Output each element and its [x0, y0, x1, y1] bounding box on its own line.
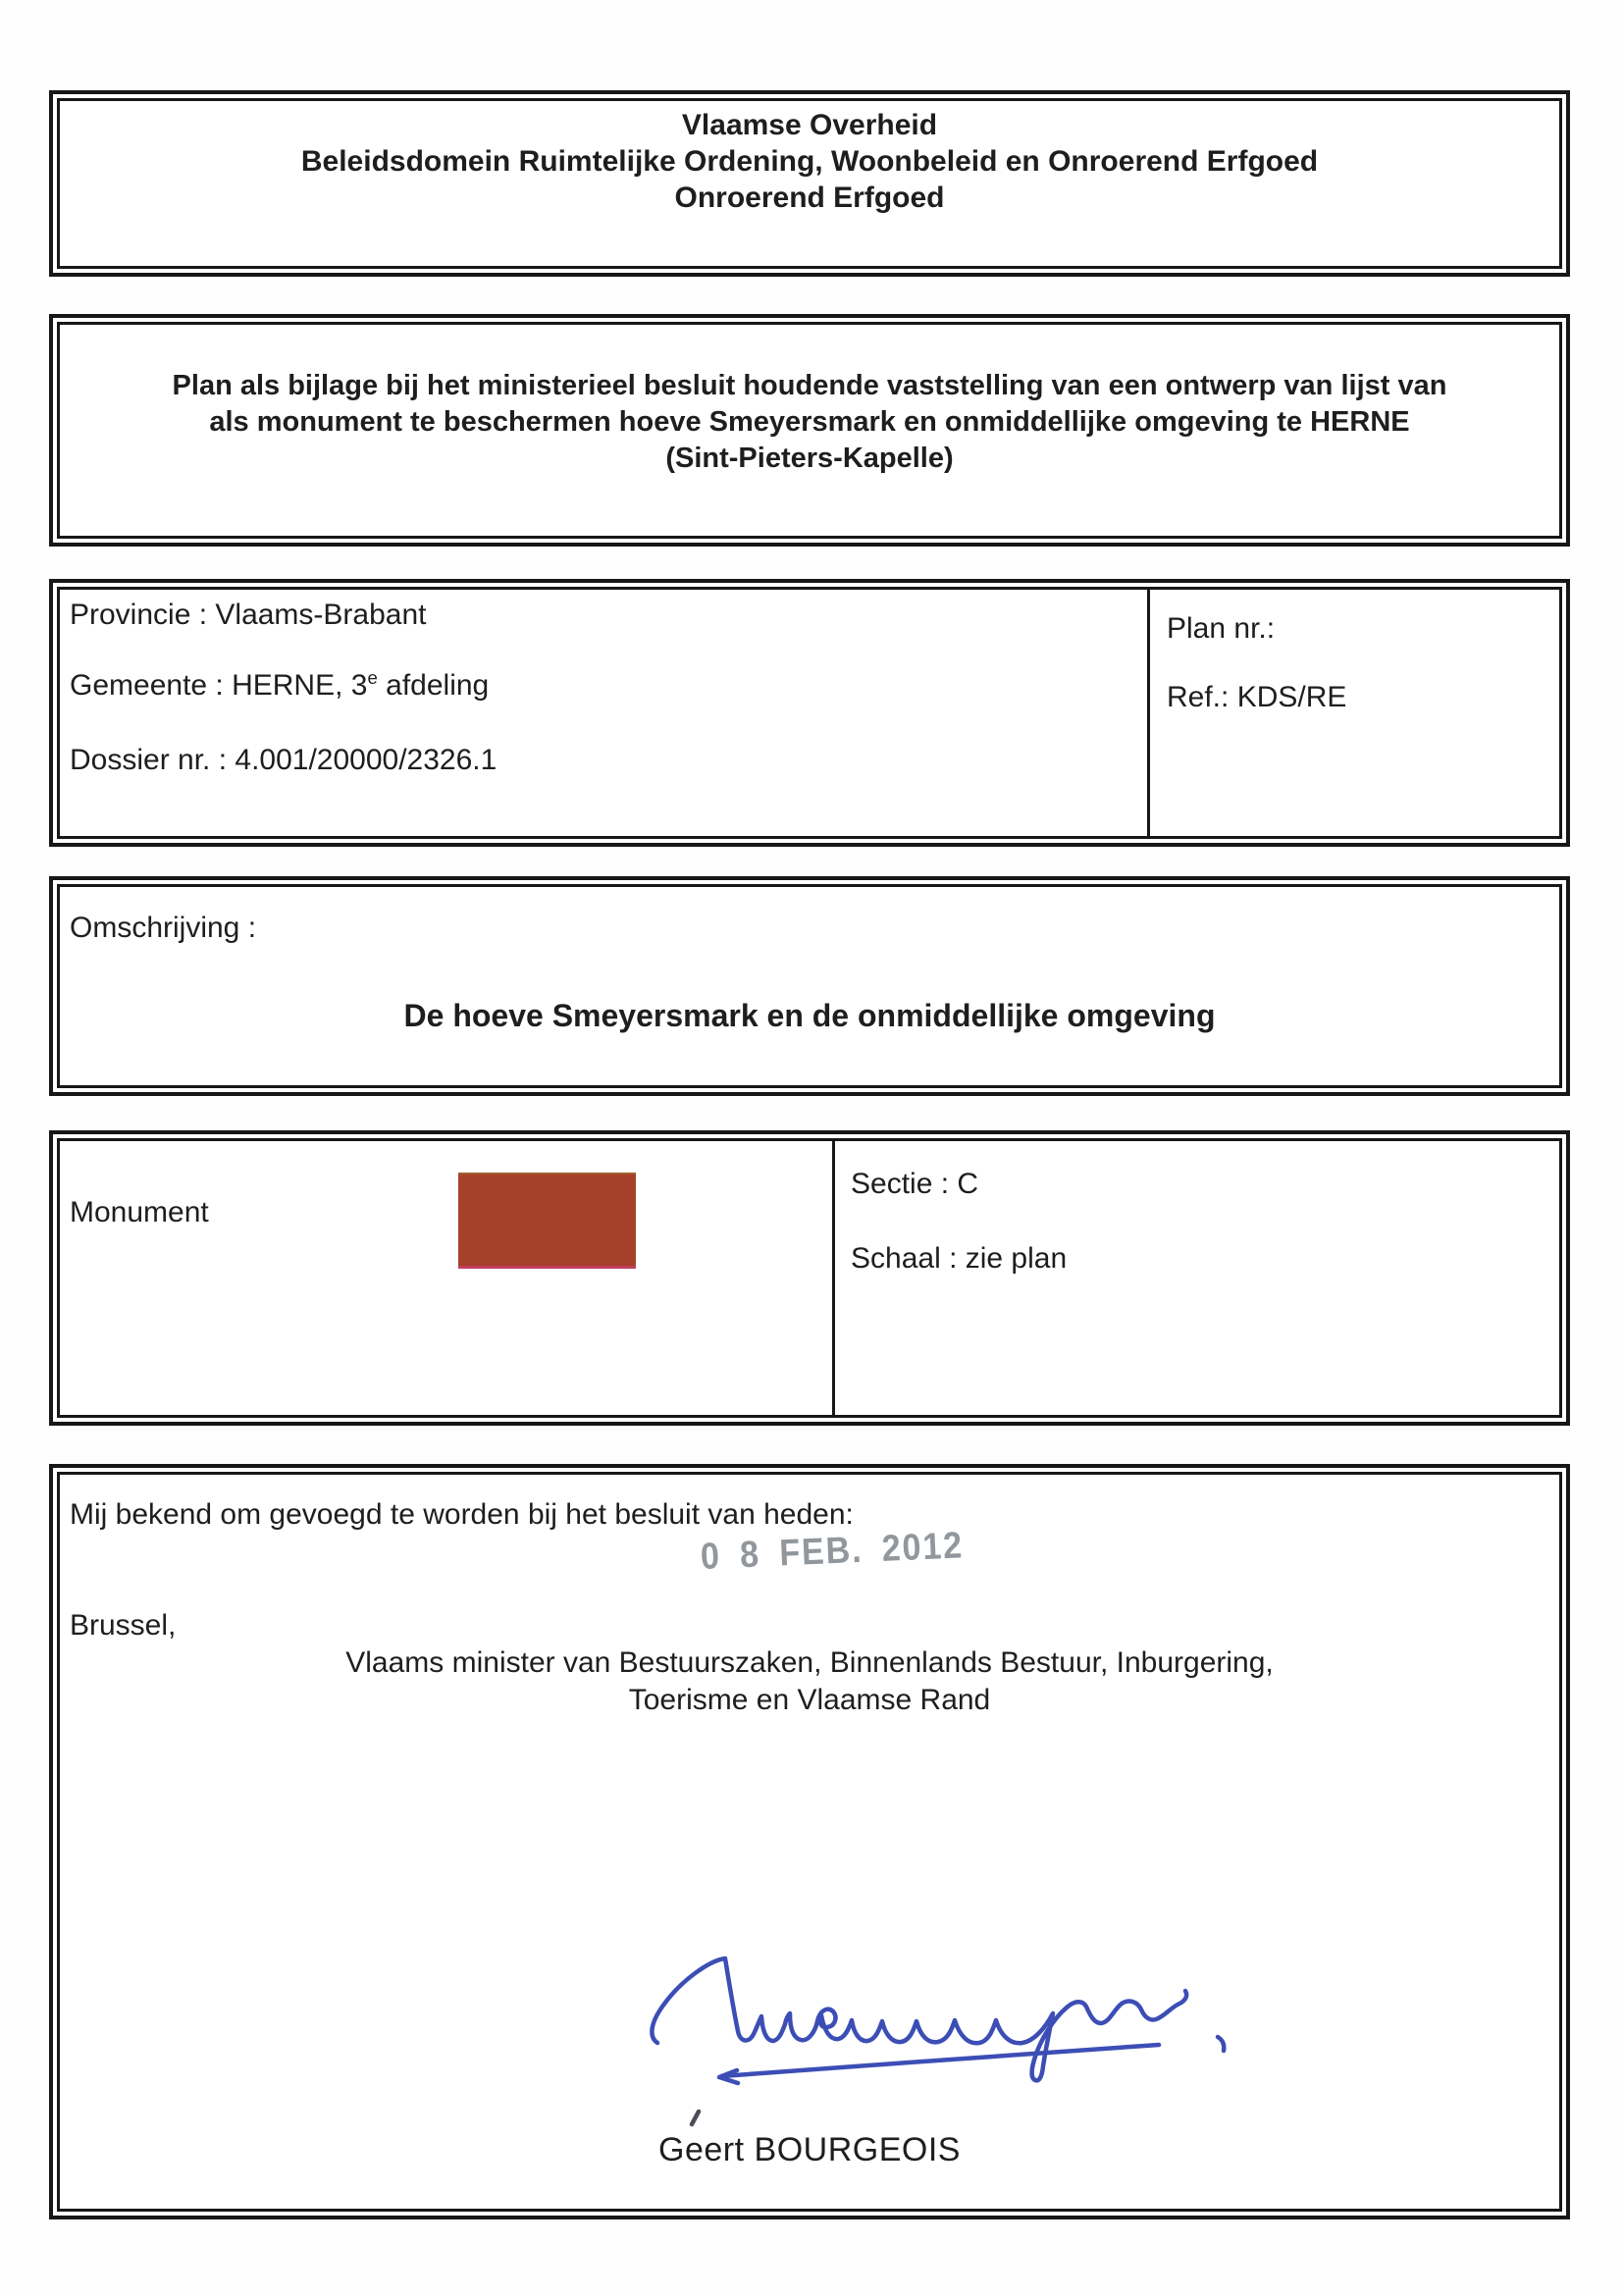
policy-domain: Beleidsdomein Ruimtelijke Ordening, Woonbeleid en Onroerend Erfgoed: [300, 145, 1319, 178]
title-box-inner: [57, 322, 1562, 539]
title-box: [49, 314, 1570, 547]
reference-field: Ref.: KDS/RE: [1167, 681, 1347, 713]
details-box: [49, 579, 1570, 847]
header-box: [49, 90, 1570, 277]
legend-label: Monument: [70, 1196, 209, 1228]
place-text: Brussel,: [70, 1609, 177, 1642]
signatory-name: Geert BOURGEOIS: [658, 2131, 961, 2168]
header-box-inner: [57, 98, 1562, 269]
signature-underline: [721, 2045, 1159, 2076]
province-field: Provincie : Vlaams-Brabant: [70, 599, 427, 631]
municipality-sup: e: [367, 667, 378, 688]
details-box-inner: [57, 587, 1562, 839]
title-line-1: Plan als bijlage bij het ministerieel besluit houdende vaststelling van een ontwerp van lijst van: [172, 370, 1447, 401]
municipality-prefix: Gemeente : HERNE, 3: [70, 669, 368, 702]
plan-number-field: Plan nr.:: [1167, 612, 1276, 645]
header-text-stack: [60, 101, 1559, 216]
description-box: [49, 876, 1570, 1096]
org-unit: Onroerend Erfgoed: [674, 182, 945, 214]
legend-box-inner: [57, 1138, 1562, 1418]
signature-box: [49, 1464, 1570, 2219]
municipality-field: [70, 668, 489, 704]
dossier-number-field: Dossier nr. : 4.001/20000/2326.1: [70, 744, 497, 776]
signature-box-inner: [57, 1472, 1562, 2212]
legend-column-divider: [832, 1141, 835, 1415]
attestation-text: Mij bekend om gevoegd te worden bij het besluit van heden:: [70, 1498, 854, 1531]
minister-role-line-2: Toerisme en Vlaamse Rand: [628, 1684, 991, 1716]
title-line-2: als monument te beschermen hoeve Smeyersmark en onmiddellijke omgeving te HERNE: [209, 406, 1410, 438]
legend-box: [49, 1130, 1570, 1426]
details-column-divider: [1147, 590, 1150, 836]
municipality-suffix: afdeling: [377, 669, 490, 702]
minister-role-line-1: Vlaams minister van Bestuurszaken, Binnenlands Bestuur, Inburgering,: [345, 1646, 1274, 1679]
monument-color-swatch: [458, 1173, 636, 1269]
description-box-inner: [57, 884, 1562, 1088]
document-title: [60, 325, 1559, 477]
date-stamp: 0 8 FEB. 2012: [700, 1525, 965, 1578]
signature-end-mark: [1218, 2037, 1224, 2051]
org-name: Vlaamse Overheid: [681, 109, 938, 141]
title-line-3: (Sint-Pieters-Kapelle): [665, 443, 954, 474]
signature-pen-tick: [692, 2112, 699, 2124]
section-field: Sectie : C: [851, 1168, 979, 1200]
description-value: De hoeve Smeyersmark en de onmiddellijke omgeving: [403, 998, 1216, 1033]
scale-field: Schaal : zie plan: [851, 1242, 1068, 1275]
description-label: Omschrijving :: [70, 912, 257, 944]
signature-ink: [623, 1945, 1271, 2141]
